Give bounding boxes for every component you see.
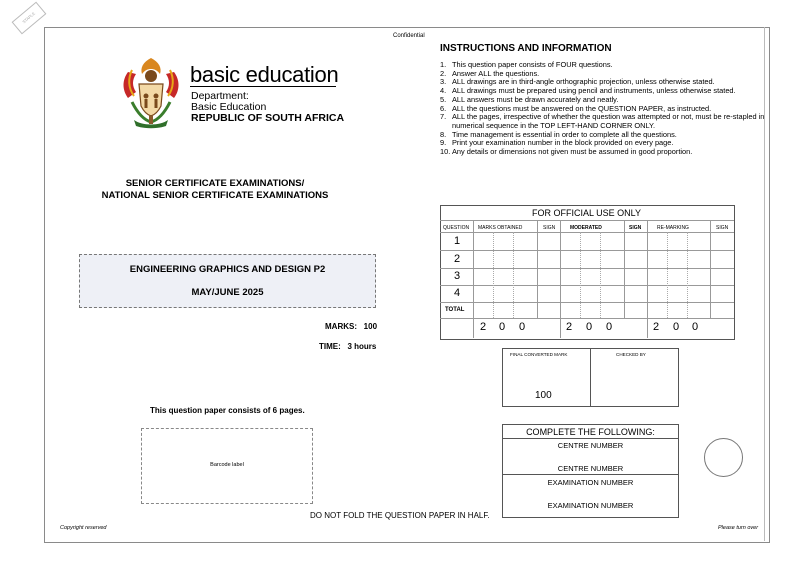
instruction-item: 2. Answer ALL the questions. — [440, 68, 540, 78]
question-number: 4 — [454, 287, 461, 299]
question-number: 2 — [454, 253, 461, 265]
candidate-details-title: COMPLETE THE FOLLOWING: — [526, 427, 655, 437]
no-fold-warning: DO NOT FOLD THE QUESTION PAPER IN HALF. — [310, 511, 490, 520]
centre-number-field[interactable]: CENTRE NUMBER — [557, 464, 624, 473]
checked-by-label: CHECKED BY — [616, 352, 646, 357]
table-subcol — [513, 232, 514, 318]
table-subcol — [600, 232, 601, 318]
total-digit: 0 — [606, 321, 613, 333]
instruction-item: 9. Print your examination number in the block provided on every page. — [440, 138, 674, 148]
table-col — [624, 220, 625, 318]
instruction-item: 3. ALL drawings are in third-angle orthographic projection, unless otherwise stated. — [440, 77, 715, 87]
turn-over-note: Please turn over — [718, 525, 759, 531]
seal-circle — [704, 438, 743, 477]
table-subcol — [493, 232, 494, 318]
total-digit: 2 — [653, 321, 660, 333]
instruction-item: 6. ALL the questions must be answered on the QUESTION PAPER, as instructed. — [440, 103, 712, 113]
marks-total: MARKS: 100 — [325, 322, 378, 331]
copyright-note: Copyright reserved — [60, 525, 107, 531]
confidential-label: Confidential — [393, 33, 425, 39]
final-converted-value: 100 — [535, 390, 552, 401]
details-rule — [502, 438, 678, 439]
subject-box — [79, 254, 376, 308]
exam-session: MAY/JUNE 2025 — [191, 287, 264, 298]
header-sign: SIGN — [716, 225, 729, 231]
instruction-item: 8. Time management is essential in order to complete all the questions. — [440, 129, 677, 139]
table-subcol — [667, 232, 668, 318]
instruction-item: 4. ALL drawings must be prepared using pencil and instruments, unless otherwise stated. — [440, 86, 736, 96]
header-question: QUESTION — [443, 225, 470, 231]
brand-underline — [190, 86, 336, 87]
question-number: 3 — [454, 270, 461, 282]
barcode-label: Barcode label — [210, 462, 244, 468]
final-mark-divider — [590, 348, 591, 406]
brand-wordmark: basic education — [190, 62, 339, 87]
final-converted-label: FINAL CONVERTED MARK — [510, 352, 568, 357]
table-rule — [440, 302, 734, 303]
table-subcol — [580, 232, 581, 318]
table-rule — [440, 250, 734, 251]
official-use-title: FOR OFFICIAL USE ONLY — [531, 208, 641, 218]
coat-of-arms-logo — [118, 54, 184, 130]
examination-number-field[interactable]: EXAMINATION NUMBER — [547, 501, 634, 510]
total-digit: 2 — [480, 321, 487, 333]
country-name: REPUBLIC OF SOUTH AFRICA — [191, 112, 345, 124]
table-rule — [440, 220, 734, 221]
details-rule — [502, 474, 678, 475]
table-col — [647, 220, 648, 338]
header-remarking: RE-MARKING — [657, 225, 689, 231]
instruction-item: 7. ALL the pages, irrespective of whether the question was attempted or not, must be re-stapled in numerical sequence in the TOP LEFT-HAND CORNER ONLY. — [440, 112, 765, 130]
header-moderated: MODERATED — [570, 225, 602, 231]
examination-number-field[interactable]: EXAMINATION NUMBER — [547, 478, 634, 487]
question-number: 1 — [454, 235, 461, 247]
table-rule — [440, 285, 734, 286]
instruction-item: 10. Any details or dimensions not given must be assumed in good proportion. — [440, 147, 693, 157]
header-sign: SIGN — [629, 225, 642, 231]
instruction-item: 1. This question paper consists of FOUR questions. — [440, 60, 613, 69]
instruction-item: 5. ALL answers must be drawn accurately and neatly. — [440, 94, 619, 104]
total-label: TOTAL — [445, 307, 465, 313]
page-count-note: This question paper consists of 6 pages. — [150, 406, 305, 415]
table-rule — [440, 268, 734, 269]
total-digit: 0 — [586, 321, 593, 333]
table-col — [537, 220, 538, 318]
department-label: Department: — [191, 90, 249, 102]
total-digit: 0 — [519, 321, 526, 333]
table-rule — [440, 232, 734, 233]
centre-number-field[interactable]: CENTRE NUMBER — [557, 441, 624, 450]
department-name: Basic Education — [191, 101, 267, 113]
staple-mark: STAPLE — [12, 2, 47, 35]
table-col — [473, 220, 474, 338]
table-col — [710, 220, 711, 318]
exam-type-line1: SENIOR CERTIFICATE EXAMINATIONS/ — [125, 178, 305, 189]
exam-type-line2: NATIONAL SENIOR CERTIFICATE EXAMINATIONS — [101, 190, 329, 201]
total-digit: 0 — [692, 321, 699, 333]
table-rule — [440, 318, 734, 319]
subject-title: ENGINEERING GRAPHICS AND DESIGN P2 — [129, 264, 326, 275]
header-sign: SIGN — [543, 225, 556, 231]
total-digit: 2 — [566, 321, 573, 333]
exam-duration: TIME: 3 hours — [319, 342, 377, 351]
total-digit: 0 — [673, 321, 680, 333]
table-subcol — [687, 232, 688, 318]
instructions-list — [440, 61, 770, 157]
instructions-heading: INSTRUCTIONS AND INFORMATION — [440, 43, 612, 54]
total-digit: 0 — [499, 321, 506, 333]
header-marks-obtained: MARKS OBTAINED — [478, 225, 523, 231]
table-col — [560, 220, 561, 338]
